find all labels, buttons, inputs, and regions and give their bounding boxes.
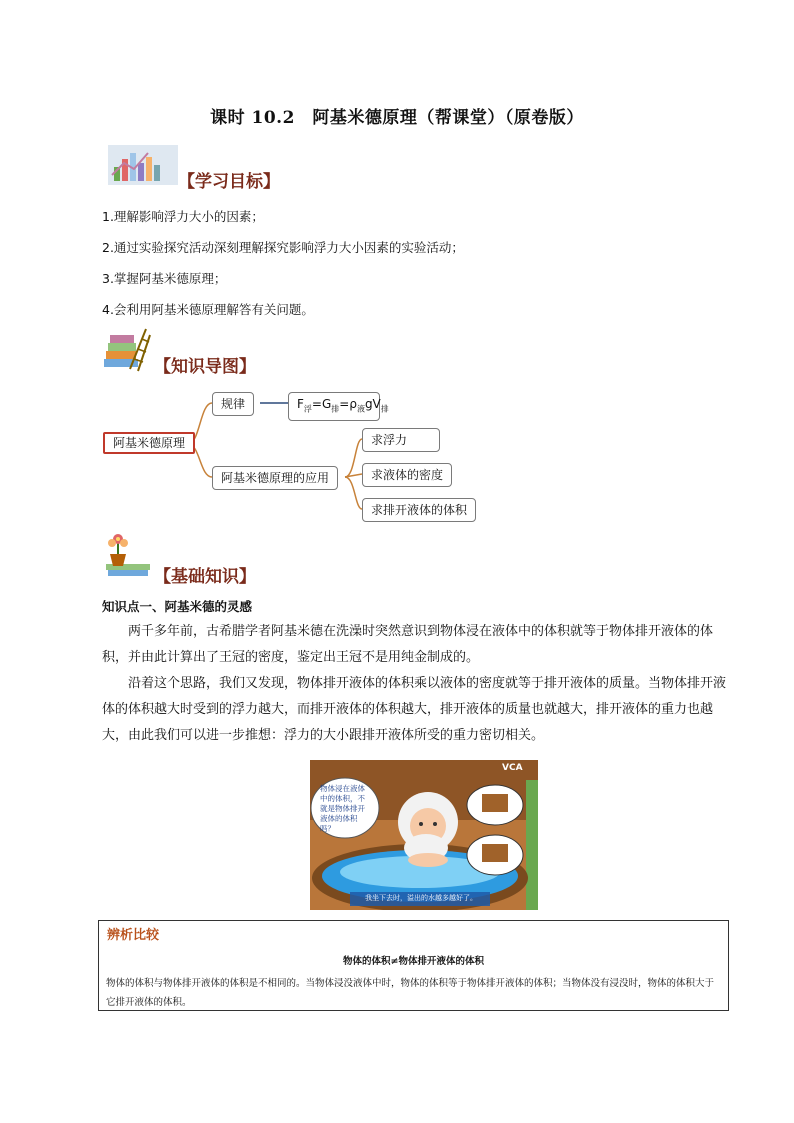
archimedes-bath-illustration — [310, 760, 538, 910]
flower-pot-icon — [100, 530, 152, 578]
mindmap-root-node: 阿基米德原理 — [103, 432, 195, 454]
books-ladder-icon — [100, 325, 152, 373]
section-heading-mindmap: 【知识导图】 — [154, 357, 256, 377]
body-text — [102, 619, 728, 749]
objective-item: 1.理解影响浮力大小的因素； — [102, 209, 264, 224]
mindmap-app-node: 求浮力 — [362, 428, 440, 452]
knowledge-point-title: 知识点一、阿基米德的灵感 — [102, 599, 253, 614]
illustration-caption: 我坐下去时，溢出的水越多越好了。 — [365, 894, 477, 902]
objective-item: 2.通过实验探究活动深刻理解探究影响浮力大小因素的实验活动； — [102, 240, 464, 255]
comparison-box — [98, 920, 729, 1011]
speech-bubble-text: 物体浸在液体中的体积，不就是物体排开液体的体积吗？ — [320, 784, 365, 833]
mindmap-app-node: 求排开液体的体积 — [362, 498, 476, 522]
section-heading-objectives: 【学习目标】 — [178, 172, 280, 192]
comparison-subtitle: 物体的体积≠物体排开液体的体积 — [343, 956, 484, 967]
page-title: 课时 10.2 阿基米德原理（帮课堂）（原卷版） — [210, 108, 584, 128]
illustration-logo: VCA — [502, 763, 523, 773]
objective-item: 4.会利用阿基米德原理解答有关问题。 — [102, 302, 314, 317]
comparison-heading: 辨析比较 — [107, 928, 160, 943]
section-heading-basics: 【基础知识】 — [154, 567, 256, 587]
chart-decoration-icon — [108, 145, 178, 185]
comparison-text: 物体的体积与物体排开液体的体积是不相同的。当物体浸没液体中时，物体的体积等于物体排开液体的体积；当物体没有浸没时，物体的体积大于它排开液体的体积。 — [106, 978, 715, 1008]
mindmap-formula-node: $F_浮=G_排=\rho_液gV_排$ — [288, 392, 380, 421]
mindmap-app-node: 求液体的密度 — [362, 463, 452, 487]
objective-item: 3.掌握阿基米德原理； — [102, 271, 227, 286]
mindmap-application-node: 阿基米德原理的应用 — [212, 466, 338, 490]
paragraph: 沿着这个思路，我们又发现，物体排开液体的体积乘以液体的密度就等于排开液体的质量。当物体排开液体的体积越大时受到的浮力越大，而排开液体的体积越大，排开液体的质量也就越大，排开液体的重力也越大，由此我们可以进一步推想：浮力的大小跟排开液体所受的重力密切相关。 — [102, 676, 727, 743]
mindmap-rule-node: 规律 — [212, 392, 254, 416]
mind-map — [100, 388, 490, 524]
paragraph: 两千多年前，古希腊学者阿基米德在洗澡时突然意识到物体浸在液体中的体积就等于物体排开液体的体积，并由此计算出了王冠的密度，鉴定出王冠不是用纯金制成的。 — [102, 624, 714, 665]
